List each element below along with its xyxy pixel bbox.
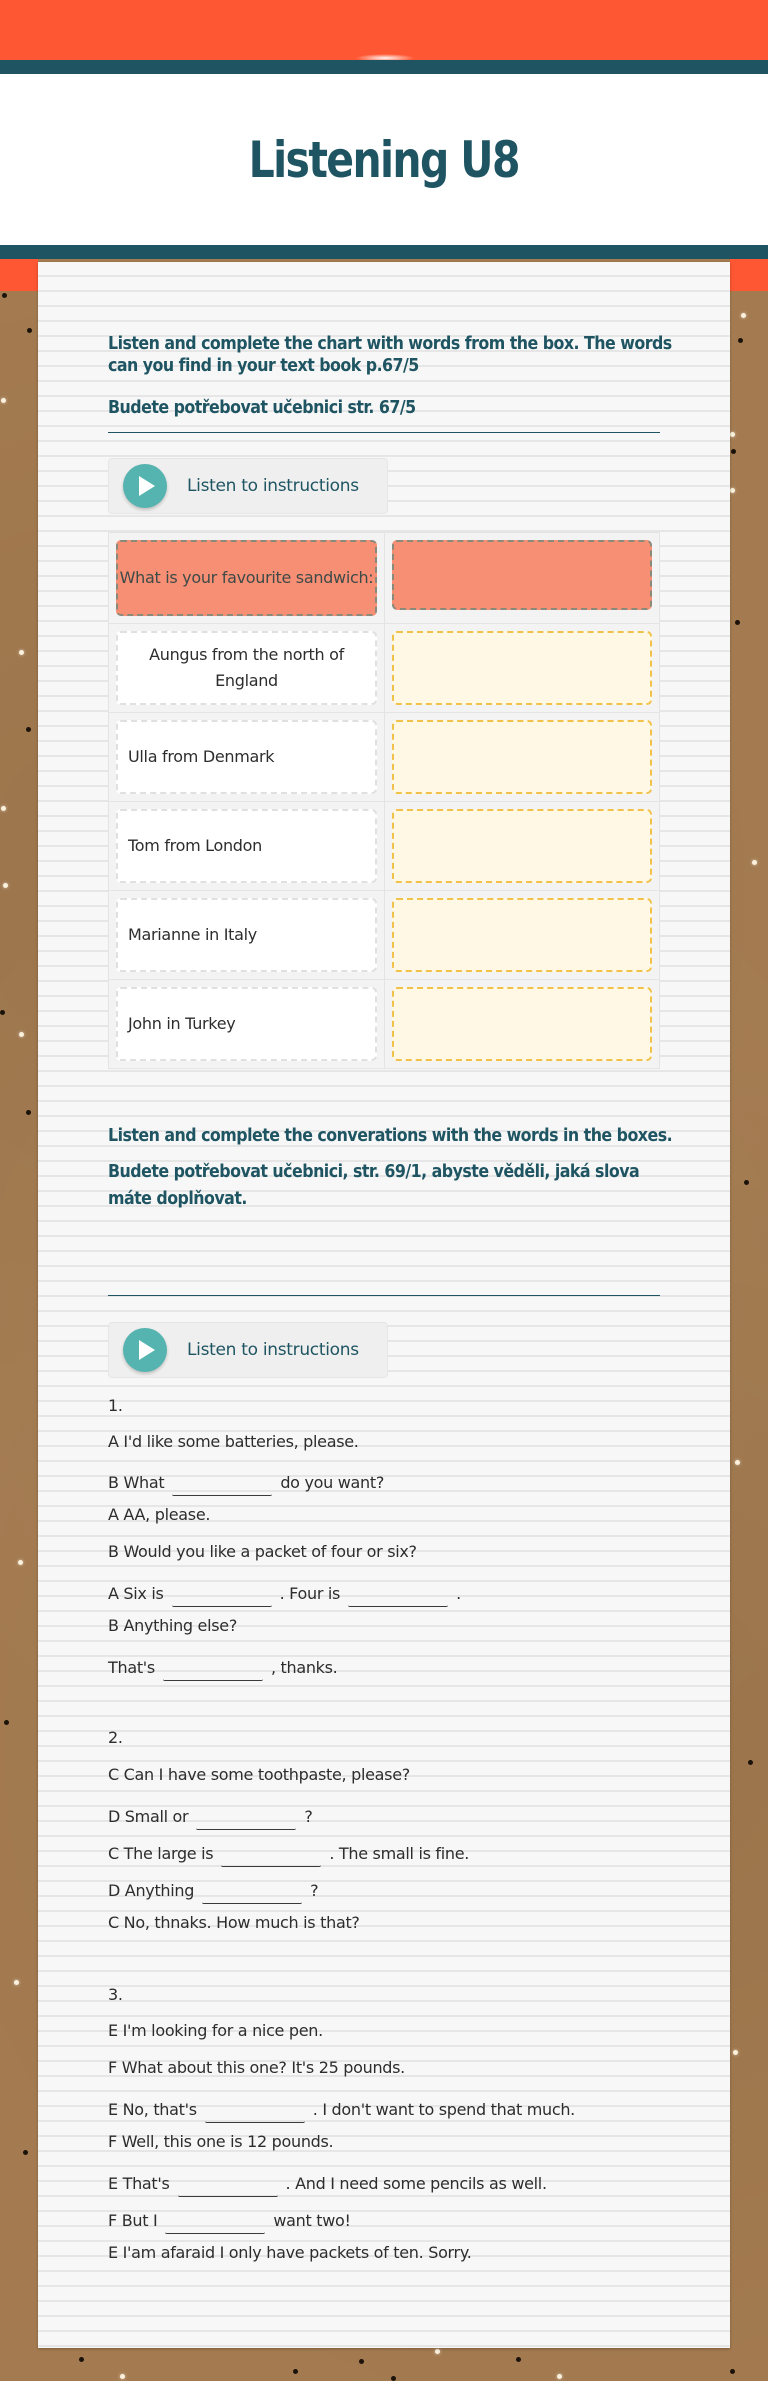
decor-dot <box>1 398 6 403</box>
chart-row-name: John in Turkey <box>116 987 377 1061</box>
section1-instruction <box>108 333 672 377</box>
line-text: B Anything else? <box>108 1616 238 1635</box>
section2-czech <box>108 1161 660 1210</box>
line-text: . I don't want to spend that much. <box>312 2100 575 2119</box>
conversation-number <box>108 1728 123 1747</box>
chart-row <box>109 624 659 713</box>
sandwich-chart <box>108 532 660 1069</box>
chart-answer-dropzone[interactable] <box>392 898 652 972</box>
listen-label: Listen to instructions <box>187 1340 359 1360</box>
decor-dot <box>120 2374 125 2379</box>
line-text: B Would you like a packet of four or six? <box>108 1542 417 1561</box>
play-icon[interactable] <box>123 464 167 508</box>
line-text: A Six is <box>108 1584 164 1603</box>
chart-header-answer[interactable] <box>392 540 652 610</box>
chart-row <box>109 891 659 980</box>
dialogue-line <box>108 2132 333 2151</box>
line-text: A AA, please. <box>108 1505 211 1524</box>
play-icon[interactable] <box>123 1328 167 1372</box>
dialogue-line <box>108 1432 359 1451</box>
dialogue-line <box>108 2206 351 2230</box>
decor-dot <box>18 1560 23 1565</box>
decor-dot <box>2 293 7 298</box>
decor-dot <box>557 2374 562 2379</box>
decor-dot <box>744 1180 749 1185</box>
decor-dot <box>735 1460 740 1465</box>
decor-dot <box>3 883 8 888</box>
decor-dot <box>19 1032 24 1037</box>
dialogue-line <box>108 1505 210 1524</box>
section1-instruction-line1: Listen and complete the chart with words from the box. The words <box>108 333 672 354</box>
decor-dot <box>730 432 735 437</box>
header-stripe-top <box>0 60 768 74</box>
listen-instructions-button-1[interactable] <box>108 458 388 514</box>
blank-input[interactable] <box>348 1587 448 1607</box>
line-text: C The large is <box>108 1844 214 1863</box>
listen-label: Listen to instructions <box>187 476 359 496</box>
chart-header-question: What is your favourite sandwich: <box>116 540 377 616</box>
conversation-1-number: 1. <box>108 1396 123 1415</box>
conversation-number <box>108 1985 123 2004</box>
chart-answer-dropzone[interactable] <box>392 720 652 794</box>
blank-input[interactable] <box>221 1847 321 1867</box>
line-text: . Four is <box>279 1584 341 1603</box>
line-text: F Well, this one is 12 pounds. <box>108 2132 334 2151</box>
blank-input[interactable] <box>172 1587 272 1607</box>
decor-dot <box>79 2357 84 2362</box>
blank-input[interactable] <box>196 1810 296 1830</box>
decor-dot <box>516 2357 521 2362</box>
decor-dot <box>26 727 31 732</box>
line-text: ? <box>304 1807 313 1826</box>
chart-answer-dropzone[interactable] <box>392 987 652 1061</box>
section2-instruction-text: Listen and complete the converations with the words in the boxes. <box>108 1125 673 1146</box>
chart-header-row <box>109 533 659 624</box>
line-text: ? <box>310 1881 319 1900</box>
conversation-number <box>108 1396 123 1415</box>
line-text: . The small is fine. <box>329 1844 470 1863</box>
line-text: E I'am afaraid I only have packets of ten. Sorry. <box>108 2243 472 2262</box>
chart-row-name: Tom from London <box>116 809 377 883</box>
decor-dot <box>27 328 32 333</box>
line-text: . <box>456 1584 461 1603</box>
line-text: D Small or <box>108 1807 189 1826</box>
side-accent-left <box>0 259 38 291</box>
decor-dot <box>752 860 757 865</box>
section1-instruction-line2: can you find in your text book p.67/5 <box>108 355 419 376</box>
decor-dot <box>391 2376 396 2381</box>
header-stripe-bottom <box>0 245 768 259</box>
line-text: E That's <box>108 2174 170 2193</box>
side-accent-right <box>730 259 768 291</box>
decor-dot <box>730 488 735 493</box>
dialogue-line <box>108 1913 360 1932</box>
chart-answer-dropzone[interactable] <box>392 631 652 705</box>
blank-input[interactable] <box>172 1476 272 1496</box>
chart-row-name: Aungus from the north of England <box>116 631 377 705</box>
dialogue-line <box>108 1468 384 1492</box>
blank-input[interactable] <box>178 2177 278 2197</box>
section1-divider <box>108 432 660 433</box>
decor-dot <box>14 1980 19 1985</box>
decor-dot <box>731 449 736 454</box>
top-banner <box>0 0 768 60</box>
line-text: B What <box>108 1473 165 1492</box>
dialogue-line <box>108 1579 461 1603</box>
dialogue-line <box>108 1616 237 1635</box>
dialogue-line <box>108 1765 410 1784</box>
line-text: C Can I have some toothpaste, please? <box>108 1765 410 1784</box>
decor-dot <box>748 1760 753 1765</box>
line-text: . And I need some pencils as well. <box>285 2174 547 2193</box>
decor-dot <box>26 1110 31 1115</box>
chart-row-name: Marianne in Italy <box>116 898 377 972</box>
line-text: F What about this one? It's 25 pounds. <box>108 2058 405 2077</box>
chart-row <box>109 802 659 891</box>
decor-dot <box>733 2050 738 2055</box>
line-text: That's <box>108 1658 155 1677</box>
dialogue-line <box>108 2021 323 2040</box>
line-text: , thanks. <box>270 1658 338 1677</box>
decor-dot <box>23 2150 28 2155</box>
dialogue-line <box>108 1839 469 1863</box>
blank-input[interactable] <box>165 2214 265 2234</box>
section2-czech-line2: máte doplňovat. <box>108 1188 247 1209</box>
section1-czech <box>108 397 660 419</box>
listen-instructions-button-2[interactable] <box>108 1322 388 1378</box>
dialogue-line <box>108 2169 547 2193</box>
chart-row <box>109 980 659 1068</box>
decor-dot <box>0 1010 5 1015</box>
blank-input[interactable] <box>205 2103 305 2123</box>
decor-dot <box>293 2369 298 2374</box>
line-text: E I'm looking for a nice pen. <box>108 2021 323 2040</box>
decor-dot <box>735 620 740 625</box>
header <box>0 74 768 245</box>
dialogue-line <box>108 1876 318 1900</box>
chart-row <box>109 713 659 802</box>
decor-dot <box>738 338 743 343</box>
dialogue-line <box>108 2058 405 2077</box>
chart-answer-dropzone[interactable] <box>392 809 652 883</box>
dialogue-line <box>108 1653 337 1677</box>
dialogue-line <box>108 2243 472 2262</box>
chart-row-name: Ulla from Denmark <box>116 720 377 794</box>
line-text: do you want? <box>280 1473 385 1492</box>
dialogue-line <box>108 2095 575 2119</box>
section1-czech-text: Budete potřebovat učebnici str. 67/5 <box>108 397 416 418</box>
conversation-3-number: 3. <box>108 1985 123 2004</box>
decor-dot <box>4 1720 9 1725</box>
decor-dot <box>19 650 24 655</box>
section2-czech-line1: Budete potřebovat učebnici, str. 69/1, abyste věděli, jaká slova <box>108 1161 640 1182</box>
page-title: Listening U8 <box>248 130 520 189</box>
line-text: E No, that's <box>108 2100 197 2119</box>
section2-instruction <box>108 1125 673 1147</box>
decor-dot <box>359 2359 364 2364</box>
line-text: C No, thnaks. How much is that? <box>108 1913 360 1932</box>
decor-dot <box>730 2369 735 2374</box>
dialogue-line <box>108 1542 417 1561</box>
decor-dot <box>1 806 6 811</box>
decor-dot <box>741 313 746 318</box>
line-text: A I'd like some batteries, please. <box>108 1432 359 1451</box>
blank-input[interactable] <box>202 1884 302 1904</box>
line-text: F But I <box>108 2211 158 2230</box>
line-text: want two! <box>273 2211 351 2230</box>
blank-input[interactable] <box>163 1661 263 1681</box>
line-text: D Anything <box>108 1881 195 1900</box>
conversation-2-number: 2. <box>108 1728 123 1747</box>
section2-divider <box>108 1295 660 1296</box>
dialogue-line <box>108 1802 313 1826</box>
decor-dot <box>435 2349 440 2354</box>
